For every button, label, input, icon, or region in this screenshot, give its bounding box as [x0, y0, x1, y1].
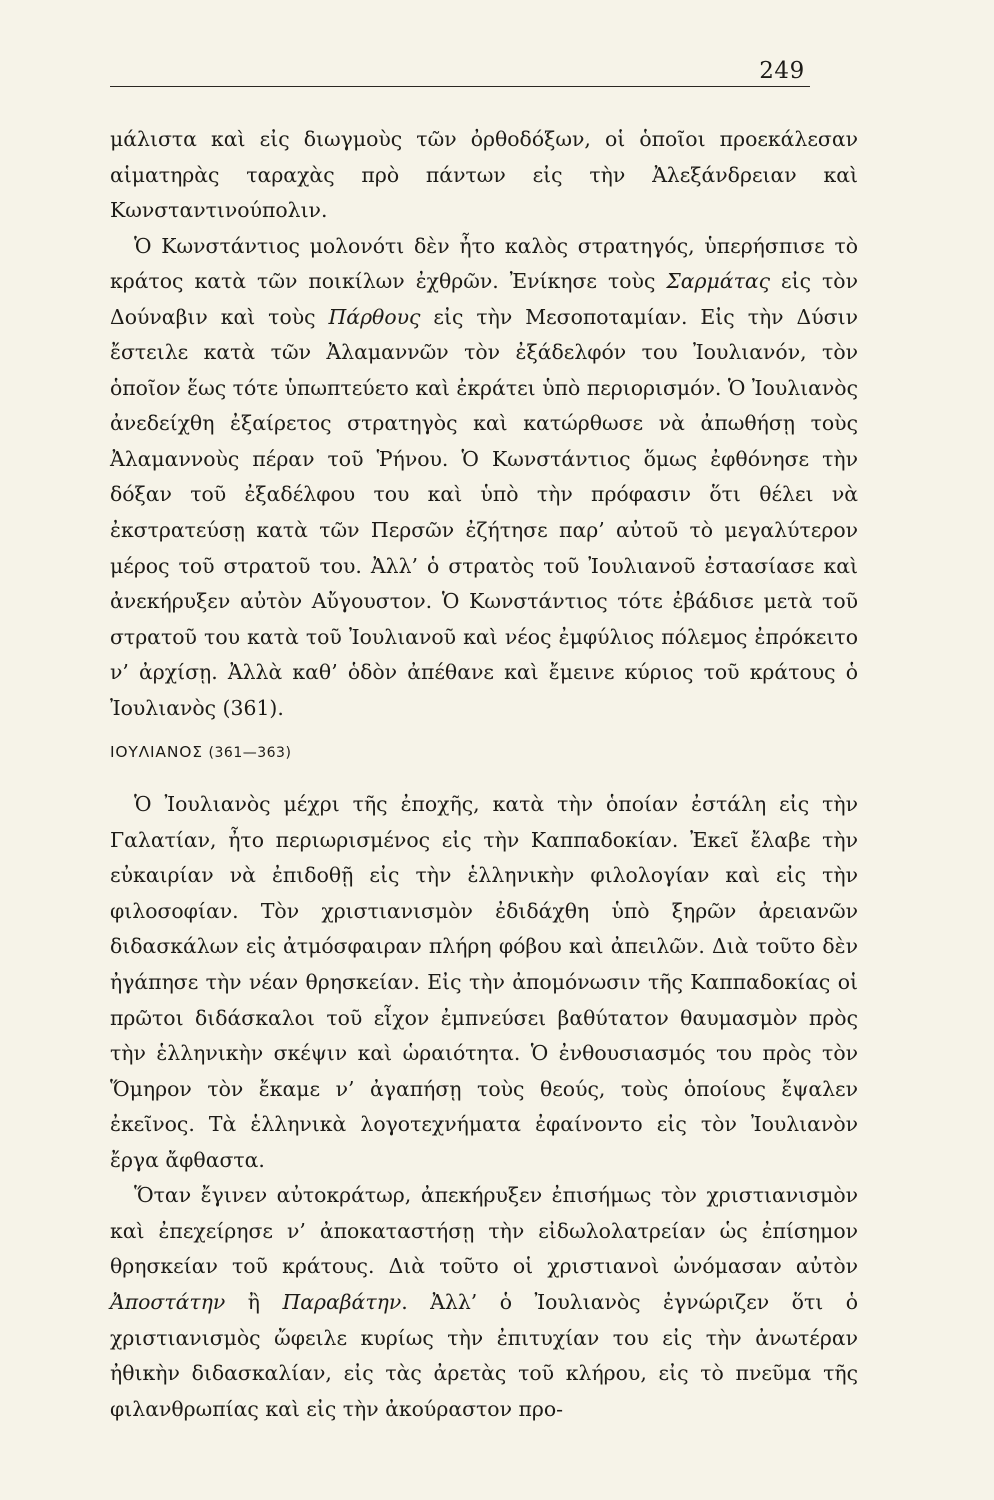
- text-run: Ὁ Κωνστάντιος μολονότι δὲν ἦτο καλὸς στρατηγός, ὑπερήσπισε τὸ κράτος κατὰ τῶν ποικίλων ἐχθρῶν. Ἐνίκησε τοὺς: [110, 233, 858, 294]
- text-run: εἰς τὴν Μεσοποταμίαν. Εἰς τὴν Δύσιν ἔστειλε κατὰ τῶν Ἀλαμαννῶν τὸν ἐξάδελφόν του Ἰουλιανόν, τὸν ὁποῖον ἕως τότε ὑπωπτεύετο καὶ ἐκράτει ὑπὸ περιορισμόν. Ὁ Ἰουλιανὸς ἀνεδείχθη ἐξαίρετος στρατηγὸς καὶ κατώρθωσε νὰ ἀπωθήσῃ τοὺς Ἀλαμαννοὺς πέραν τοῦ Ῥήνου. Ὁ Κωνστάντιος ὅμως ἐφθόνησε τὴν δόξαν τοῦ ἐξαδέλφου του καὶ ὑπὸ τὴν πρόφασιν ὅτι θέλει νὰ ἐκστρατεύσῃ κατὰ τῶν Περσῶν ἐζήτησε παρ’ αὐτοῦ τὸ μεγαλύτερον μέρος τοῦ στρατοῦ του. Ἀλλ’ ὁ στρατὸς τοῦ Ἰουλιανοῦ ἐστασίασε καὶ ἀνεκήρυξεν αὐτὸν Αὔγουστον. Ὁ Κωνστάντιος τότε ἐβάδισε μετὰ τοῦ στρατοῦ του κατὰ τοῦ Ἰουλιανοῦ καὶ νέος ἐμφύλιος πόλεμος ἐπρόκειτο ν’ ἀρχίσῃ. Ἀλλὰ καθ’ ὁδὸν ἀπέθανε καὶ ἔμεινε κύριος τοῦ κράτους ὁ Ἰουλιανὸς (361).: [110, 304, 858, 720]
- section-years: (361—363): [208, 745, 292, 762]
- paragraph: [110, 1178, 858, 1427]
- section-title: ΙΟΥΛΙΑΝΟΣ: [110, 743, 203, 762]
- italic-term: Σαρμάτας: [666, 269, 771, 294]
- page-number: 249: [759, 58, 805, 84]
- italic-term: Παραβάτην: [282, 1289, 402, 1314]
- text-run: Ὅταν ἔγινεν αὐτοκράτωρ, ἀπεκήρυξεν ἐπισήμως τὸν χριστιανισμὸν καὶ ἐπεχείρησε ν’ ἀποκαταστήσῃ τὴν εἰδωλολατρείαν ὡς ἐπίσημον θρησκείαν τοῦ κράτους. Διὰ τοῦτο οἱ χριστιανοὶ ὠνόμασαν αὐτὸν: [110, 1183, 858, 1279]
- text-run: μάλιστα καὶ εἰς διωγμοὺς τῶν ὀρθοδόξων, οἱ ὁποῖοι προεκάλεσαν αἱματηρὰς ταραχὰς πρὸ πάντων εἰς τὴν Ἀλεξάνδρειαν καὶ Κωνσταντινούπολιν.: [110, 127, 858, 223]
- header-rule: [110, 86, 810, 87]
- text-run: Ὁ Ἰουλιανὸς μέχρι τῆς ἐποχῆς, κατὰ τὴν ὁποίαν ἐστάλη εἰς τὴν Γαλατίαν, ἦτο περιωρισμένος εἰς τὴν Καππαδοκίαν. Ἐκεῖ ἔλαβε τὴν εὐκαιρίαν νὰ ἐπιδοθῇ εἰς τὴν ἑλληνικὴν φιλολογίαν καὶ εἰς τὴν φιλοσοφίαν. Τὸν χριστιανισμὸν ἐδιδάχθη ὑπὸ ξηρῶν ἀρειανῶν διδασκάλων εἰς ἀτμόσφαιραν πλήρη φόβου καὶ ἀπειλῶν. Διὰ τοῦτο δὲν ἠγάπησε τὴν νέαν θρησκείαν. Εἰς τὴν ἀπομόνωσιν τῆς Καππαδοκίας οἱ πρῶτοι διδάσκαλοι τοῦ εἶχον ἐμπνεύσει βαθύτατον θαυμασμὸν πρὸς τὴν ἑλληνικὴν σκέψιν καὶ ὡραιότητα. Ὁ ἐνθουσιασμός του πρὸς τὸν Ὅμηρον τὸν ἔκαμε ν’ ἀγαπήσῃ τοὺς θεούς, τοὺς ὁποίους ἔψαλεν ἐκεῖνος. Τὰ ἑλληνικὰ λογοτεχνήματα ἐφαίνοντο εἰς τὸν Ἰουλιανὸν ἔργα ἄφθαστα.: [110, 792, 858, 1172]
- text-run: εἰς τὸν Δούναβιν καὶ τοὺς: [110, 269, 858, 329]
- body-text: [110, 122, 858, 1427]
- paragraph: [110, 787, 858, 1178]
- text-run: ἢ: [225, 1289, 283, 1314]
- italic-term: Ἀποστάτην: [110, 1289, 226, 1314]
- paragraph: [110, 229, 858, 727]
- section-heading: [110, 740, 858, 765]
- italic-term: Πάρθους: [328, 304, 421, 329]
- text-run: . Ἀλλ’ ὁ Ἰουλιανὸς ἐγνώριζεν ὅτι ὁ χριστιανισμὸς ὤφειλε κυρίως τὴν ἐπιτυχίαν του εἰς τὴν ἀνωτέραν ἠθικὴν διδασκαλίαν, εἰς τὰς ἀρετὰς τοῦ κλήρου, εἰς τὸ πνεῦμα τῆς φιλανθρωπίας καὶ εἰς τὴν ἀκούραστον προ-: [110, 1289, 858, 1421]
- paragraph: [110, 122, 858, 229]
